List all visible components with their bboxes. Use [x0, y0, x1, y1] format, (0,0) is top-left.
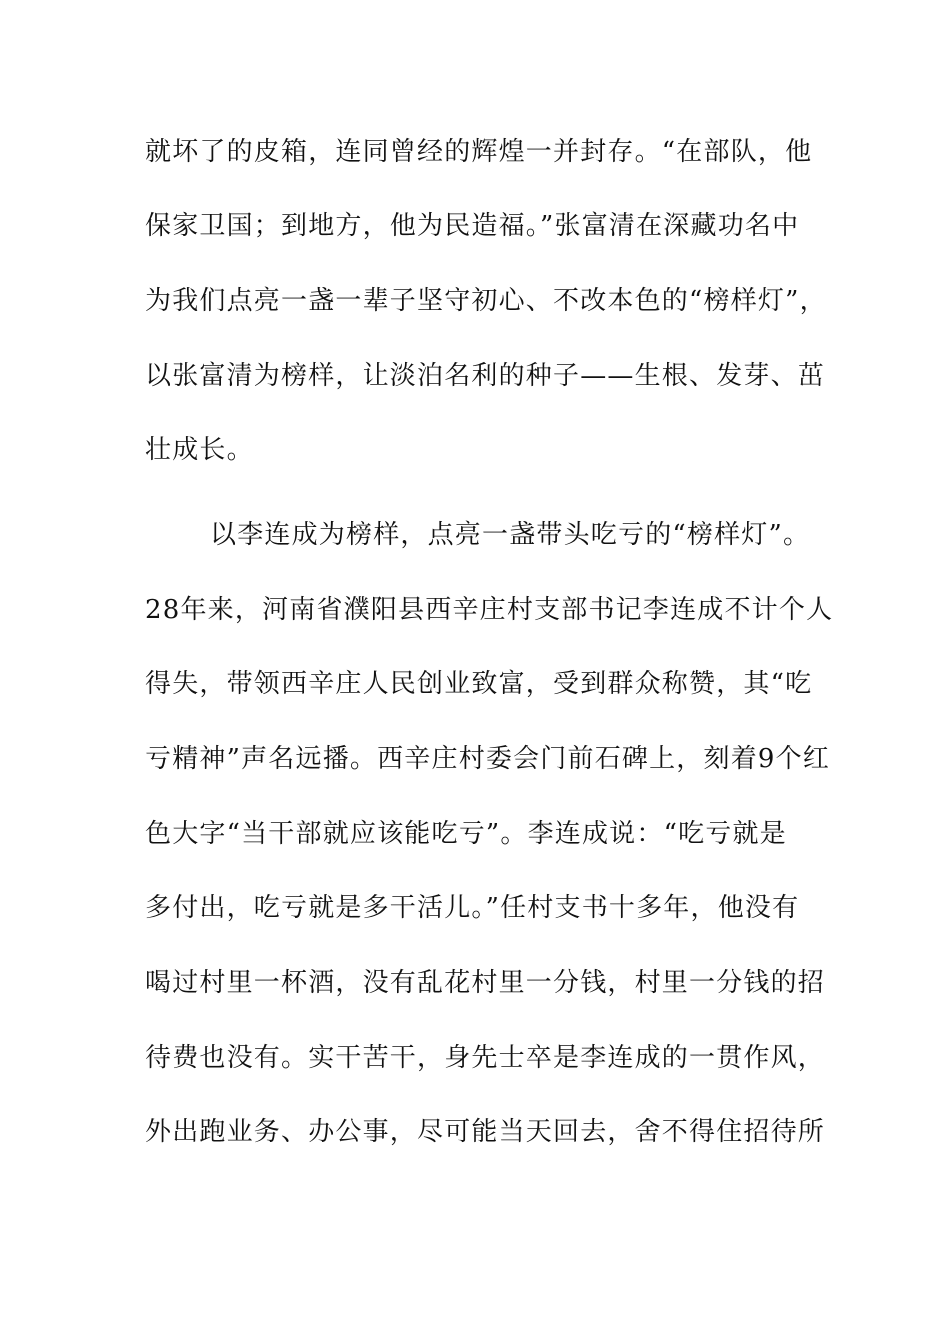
text-line-4: 以张富清为榜样，让淡泊名利的种子——生根、发芽、茁 — [145, 361, 826, 391]
text-line-3: 为我们点亮一盏一辈子坚守初心、不改本色的“榜样灯”， — [145, 286, 827, 316]
text-line-11: 多付出，吃亏就是多干活儿。”任村支书十多年，他没有 — [145, 893, 800, 923]
text-line-5: 壮成长。 — [145, 435, 254, 465]
text-line-2: 保家卫国；到地方，他为民造福。”张富清在深藏功名中 — [145, 211, 800, 241]
text-line-1: 就坏了的皮箱，连同曾经的辉煌一并封存。“在部队，他 — [145, 137, 813, 167]
text-line-7: 28年来，河南省濮阳县西辛庄村支部书记李连成不计个人 — [145, 595, 834, 625]
text-line-6: 以李连成为榜样，点亮一盏带头吃亏的“榜样灯”。 — [210, 520, 811, 550]
text-line-10: 色大字“当干部就应该能吃亏”。李连成说：“吃亏就是 — [145, 819, 787, 849]
text-line-14: 外出跑业务、办公事，尽可能当天回去，舍不得住招待所 — [145, 1117, 826, 1147]
text-line-9: 亏精神”声名远播。西辛庄村委会门前石碑上，刻着9个红 — [145, 744, 831, 774]
text-line-12: 喝过村里一杯酒，没有乱花村里一分钱，村里一分钱的招 — [145, 968, 826, 998]
text-line-13: 待费也没有。实干苦干，身先士卒是李连成的一贯作风， — [145, 1043, 826, 1073]
text-line-8: 得失，带领西辛庄人民创业致富，受到群众称赞，其“吃 — [145, 669, 813, 699]
